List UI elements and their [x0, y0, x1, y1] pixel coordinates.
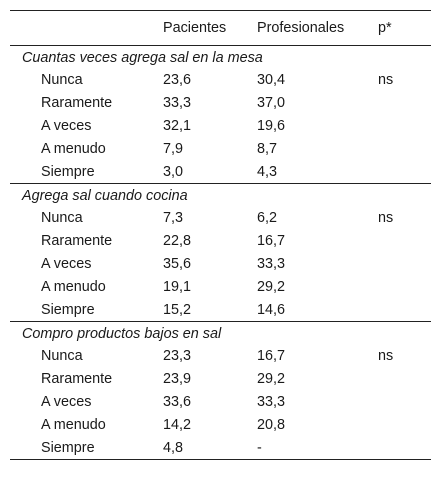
cell-profesionales: 19,6 — [257, 118, 286, 134]
table-row — [10, 368, 431, 391]
cell-p — [378, 299, 431, 322]
data-table-container — [10, 10, 431, 460]
cell-p — [378, 138, 431, 161]
cell-profesionales: 14,6 — [257, 301, 286, 318]
row-label: Raramente — [41, 95, 113, 111]
cell-pacientes: 33,6 — [163, 394, 192, 410]
cell-pacientes: 22,8 — [163, 233, 192, 249]
row-label: A veces — [41, 118, 92, 134]
cell-pacientes: 3,0 — [163, 163, 184, 180]
cell-profesionales: 4,3 — [257, 163, 278, 180]
table-row — [10, 230, 431, 253]
table-row — [10, 391, 431, 414]
cell-pacientes: 4,8 — [163, 439, 184, 456]
cell-pacientes: 32,1 — [163, 118, 192, 134]
section-row — [10, 322, 431, 345]
cell-profesionales: 20,8 — [257, 417, 286, 433]
table-row — [10, 345, 431, 368]
cell-profesionales: 29,2 — [257, 279, 286, 295]
section-title: Cuantas veces agrega sal en la mesa — [22, 50, 263, 67]
row-label: Siempre — [41, 439, 95, 456]
cell-p — [378, 414, 431, 437]
cell-profesionales: 33,3 — [257, 394, 286, 410]
cell-profesionales: 6,2 — [257, 210, 278, 226]
group-sal-en-mesa — [10, 46, 431, 184]
table-row — [10, 115, 431, 138]
section-title: Agrega sal cuando cocina — [22, 188, 188, 205]
row-label: A veces — [41, 394, 92, 410]
cell-p — [378, 368, 431, 391]
cell-profesionales: 29,2 — [257, 371, 286, 387]
row-label: Siempre — [41, 301, 95, 318]
row-label: Raramente — [41, 371, 113, 387]
section-title: Compro productos bajos en sal — [22, 326, 222, 343]
cell-profesionales: 37,0 — [257, 95, 286, 111]
cell-profesionales: 16,7 — [257, 233, 286, 249]
cell-pacientes: 23,6 — [163, 72, 192, 88]
table-row — [10, 253, 431, 276]
cell-profesionales: 8,7 — [257, 141, 278, 157]
cell-pacientes: 14,2 — [163, 417, 192, 433]
section-row — [10, 46, 431, 69]
group-sal-cocina — [10, 184, 431, 322]
cell-p — [378, 276, 431, 299]
row-label: A veces — [41, 256, 92, 272]
row-label: A menudo — [41, 279, 106, 295]
table-row — [10, 161, 431, 184]
row-label: Siempre — [41, 163, 95, 180]
cell-p — [378, 391, 431, 414]
cell-profesionales: 30,4 — [257, 72, 286, 88]
cell-profesionales: - — [257, 439, 262, 456]
table-row — [10, 207, 431, 230]
table-row — [10, 299, 431, 322]
cell-p — [378, 161, 431, 184]
cell-pacientes: 19,1 — [163, 279, 192, 295]
cell-pacientes: 7,3 — [163, 210, 184, 226]
group-productos-bajos-sal — [10, 322, 431, 460]
table-header — [10, 11, 431, 46]
cell-profesionales: 33,3 — [257, 256, 286, 272]
header-empty — [10, 11, 163, 46]
header-row — [10, 11, 431, 46]
table-row — [10, 138, 431, 161]
header-p-value: p* — [378, 20, 392, 36]
row-label: Raramente — [41, 233, 113, 249]
salt-habits-table — [10, 10, 431, 460]
row-label: A menudo — [41, 417, 106, 433]
cell-pacientes: 23,9 — [163, 371, 192, 387]
header-pacientes: Pacientes — [163, 20, 227, 36]
cell-p — [378, 437, 431, 460]
cell-p — [378, 92, 431, 115]
row-label: Nunca — [41, 72, 83, 88]
row-label: A menudo — [41, 141, 106, 157]
cell-pacientes: 7,9 — [163, 141, 184, 157]
table-row — [10, 69, 431, 92]
section-row — [10, 184, 431, 207]
cell-p — [378, 253, 431, 276]
cell-p: ns — [378, 210, 394, 226]
row-label: Nunca — [41, 210, 83, 226]
cell-pacientes: 35,6 — [163, 256, 192, 272]
cell-p — [378, 230, 431, 253]
cell-pacientes: 15,2 — [163, 301, 192, 318]
cell-p: ns — [378, 348, 394, 364]
cell-pacientes: 23,3 — [163, 348, 192, 364]
table-row — [10, 92, 431, 115]
row-label: Nunca — [41, 348, 83, 364]
table-row — [10, 437, 431, 460]
header-profesionales: Profesionales — [257, 20, 345, 36]
table-row — [10, 276, 431, 299]
cell-profesionales: 16,7 — [257, 348, 286, 364]
cell-pacientes: 33,3 — [163, 95, 192, 111]
cell-p: ns — [378, 72, 394, 88]
cell-p — [378, 115, 431, 138]
table-row — [10, 414, 431, 437]
